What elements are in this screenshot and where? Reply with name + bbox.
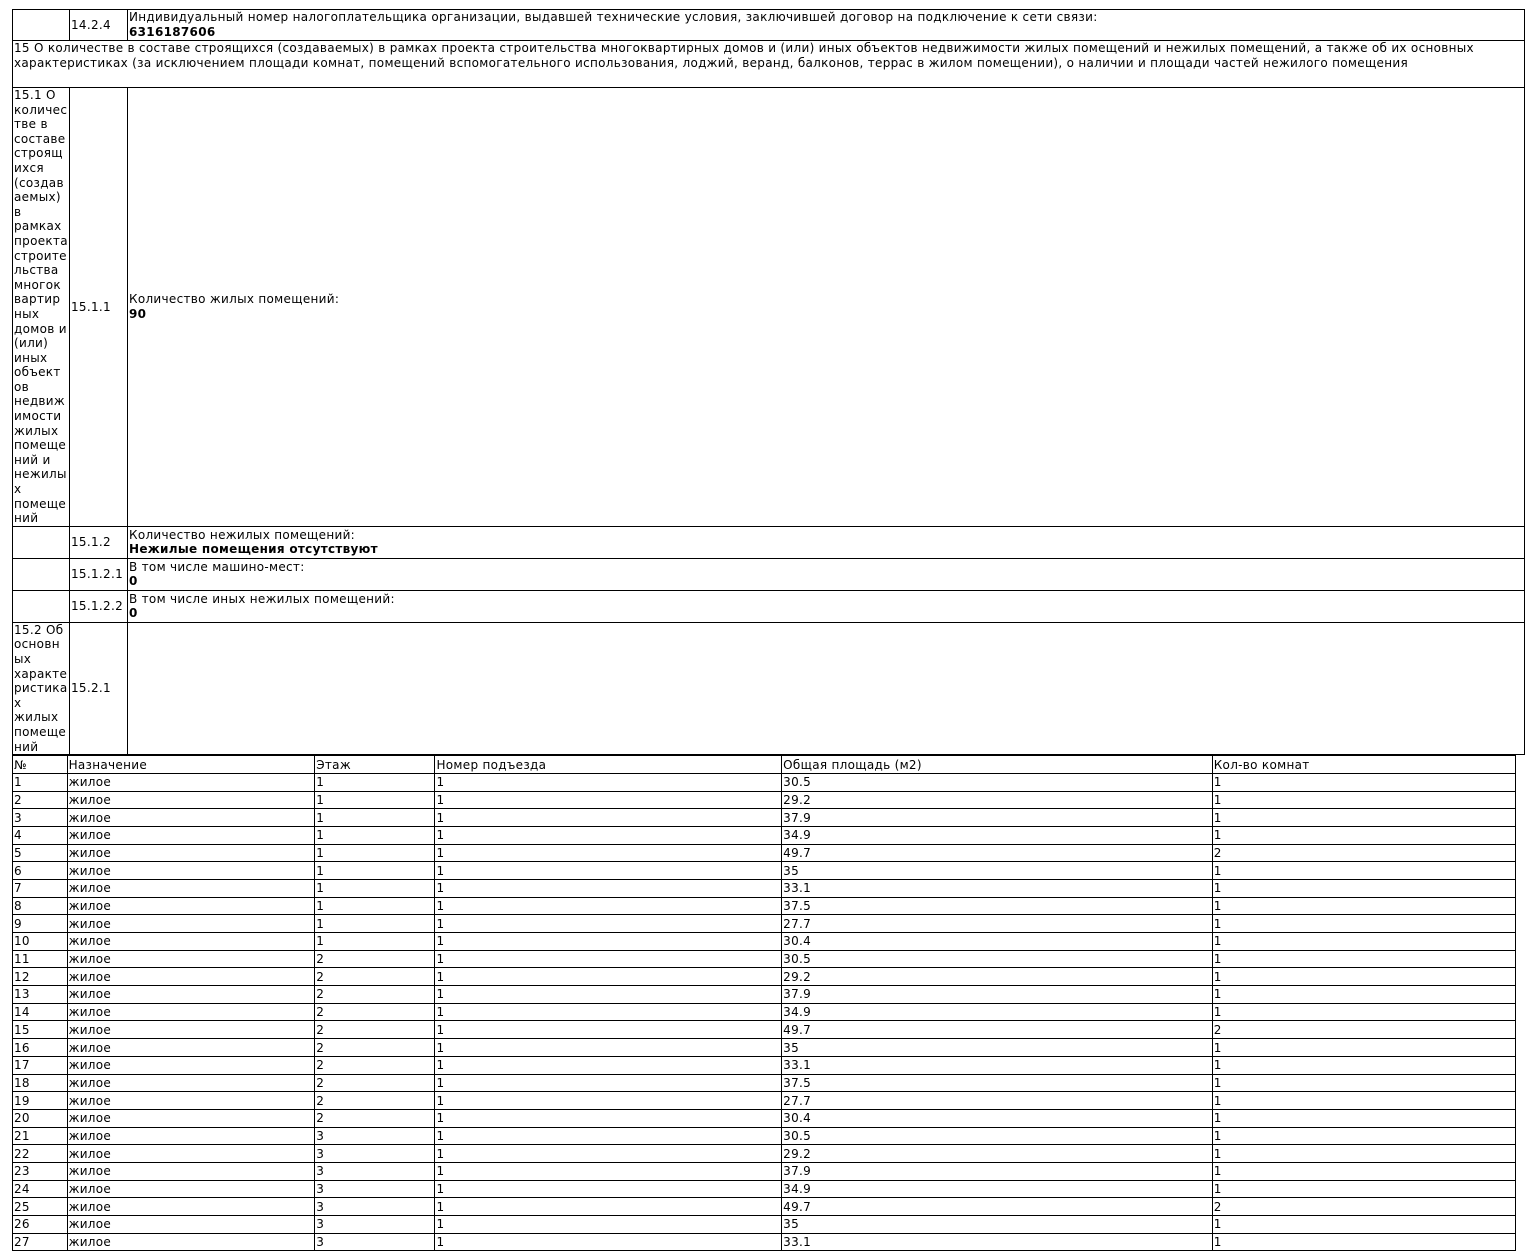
table-row <box>13 933 1516 951</box>
room-entrance: 1 <box>435 1127 782 1145</box>
room-number: 18 <box>13 1074 68 1092</box>
table-row <box>13 968 1516 986</box>
room-entrance: 1 <box>435 950 782 968</box>
room-purpose: жилое <box>67 1039 315 1057</box>
rooms-body <box>13 773 1516 1251</box>
room-entrance: 1 <box>435 968 782 986</box>
room-floor: 2 <box>315 1074 435 1092</box>
room-floor: 1 <box>315 809 435 827</box>
row-label: В том числе иных нежилых помещений: <box>129 591 395 606</box>
room-count: 1 <box>1212 1233 1515 1251</box>
room-entrance: 1 <box>435 915 782 933</box>
room-number: 26 <box>13 1216 68 1234</box>
room-entrance: 1 <box>435 1039 782 1057</box>
room-entrance: 1 <box>435 1145 782 1163</box>
row-content <box>128 88 1525 527</box>
room-purpose: жилое <box>67 1092 315 1110</box>
row-label: Индивидуальный номер налогоплательщика организации, выдавшей технические условия, заключившей договор на подключение к сети связи: <box>129 10 1098 25</box>
room-count: 1 <box>1212 950 1515 968</box>
room-area: 33.1 <box>782 1233 1213 1251</box>
row-value: 0 <box>129 606 138 621</box>
room-entrance: 1 <box>435 862 782 880</box>
room-count: 1 <box>1212 986 1515 1004</box>
room-floor: 3 <box>315 1127 435 1145</box>
room-number: 6 <box>13 862 68 880</box>
room-floor: 1 <box>315 879 435 897</box>
room-purpose: жилое <box>67 844 315 862</box>
room-floor: 2 <box>315 968 435 986</box>
room-number: 20 <box>13 1109 68 1127</box>
room-purpose: жилое <box>67 1003 315 1021</box>
room-number: 5 <box>13 844 68 862</box>
room-entrance: 1 <box>435 1180 782 1198</box>
room-floor: 2 <box>315 986 435 1004</box>
room-entrance: 1 <box>435 809 782 827</box>
room-count: 1 <box>1212 879 1515 897</box>
room-floor: 1 <box>315 791 435 809</box>
table-row <box>13 1003 1516 1021</box>
rooms-header-row <box>13 756 1516 774</box>
room-area: 37.5 <box>782 897 1213 915</box>
section-15-header <box>13 41 1525 88</box>
room-area: 37.9 <box>782 809 1213 827</box>
room-purpose: жилое <box>67 1233 315 1251</box>
room-area: 49.7 <box>782 844 1213 862</box>
section-15-2-title: 15.2 Об основных характеристиках жилых помещений <box>14 622 68 754</box>
section-15-title: 15 О количестве в составе строящихся (создаваемых) в рамках проекта строительства многоквартирных домов и (или) иных объектов недвижимости жилых помещений и нежилых помещений, а также об их основных характеристиках (за исключением площади комнат, помещений вспомогательного использования, лоджий, веранд, балконов, террас в жилом помещении), о наличии и площади частей нежилого помещения <box>13 41 1525 88</box>
room-area: 34.9 <box>782 1180 1213 1198</box>
table-row <box>13 1092 1516 1110</box>
table-row <box>13 897 1516 915</box>
room-floor: 2 <box>315 1092 435 1110</box>
room-count: 1 <box>1212 826 1515 844</box>
room-number: 1 <box>13 773 68 791</box>
room-count: 1 <box>1212 1216 1515 1234</box>
table-row <box>13 1162 1516 1180</box>
row-label: Количество нежилых помещений: <box>129 527 356 542</box>
col-header-purpose: Назначение <box>67 756 315 774</box>
room-area: 34.9 <box>782 1003 1213 1021</box>
room-number: 23 <box>13 1162 68 1180</box>
row-15-1-1 <box>13 88 1525 527</box>
table-row <box>13 773 1516 791</box>
empty-cell <box>13 590 70 622</box>
room-count: 1 <box>1212 1039 1515 1057</box>
room-floor: 3 <box>315 1180 435 1198</box>
room-count: 1 <box>1212 897 1515 915</box>
room-entrance: 1 <box>435 986 782 1004</box>
room-floor: 2 <box>315 1003 435 1021</box>
room-purpose: жилое <box>67 950 315 968</box>
room-floor: 1 <box>315 862 435 880</box>
room-floor: 2 <box>315 950 435 968</box>
room-purpose: жилое <box>67 1180 315 1198</box>
document-page <box>12 9 1526 1251</box>
row-15-1-2-2 <box>13 590 1525 622</box>
room-number: 21 <box>13 1127 68 1145</box>
row-15-1-2 <box>13 526 1525 558</box>
table-row <box>13 1074 1516 1092</box>
room-count: 1 <box>1212 1180 1515 1198</box>
room-entrance: 1 <box>435 1216 782 1234</box>
room-area: 30.5 <box>782 1127 1213 1145</box>
room-count: 1 <box>1212 773 1515 791</box>
room-area: 49.7 <box>782 1198 1213 1216</box>
room-count: 2 <box>1212 1021 1515 1039</box>
room-purpose: жилое <box>67 1074 315 1092</box>
room-floor: 3 <box>315 1198 435 1216</box>
room-purpose: жилое <box>67 809 315 827</box>
room-count: 1 <box>1212 933 1515 951</box>
room-purpose: жилое <box>67 1021 315 1039</box>
room-entrance: 1 <box>435 1056 782 1074</box>
room-area: 29.2 <box>782 968 1213 986</box>
room-area: 33.1 <box>782 879 1213 897</box>
row-number: 15.1.2.1 <box>70 558 128 590</box>
room-floor: 2 <box>315 1021 435 1039</box>
room-count: 1 <box>1212 1056 1515 1074</box>
empty-cell <box>13 558 70 590</box>
table-row <box>13 1180 1516 1198</box>
room-entrance: 1 <box>435 879 782 897</box>
room-number: 19 <box>13 1092 68 1110</box>
room-purpose: жилое <box>67 968 315 986</box>
room-purpose: жилое <box>67 986 315 1004</box>
room-floor: 2 <box>315 1039 435 1057</box>
row-label: В том числе машино-мест: <box>129 559 305 574</box>
room-count: 1 <box>1212 1145 1515 1163</box>
room-area: 37.5 <box>782 1074 1213 1092</box>
room-count: 1 <box>1212 1109 1515 1127</box>
room-count: 1 <box>1212 862 1515 880</box>
table-row <box>13 915 1516 933</box>
col-header-number: № <box>13 756 68 774</box>
table-row <box>13 1056 1516 1074</box>
room-count: 1 <box>1212 968 1515 986</box>
table-row <box>13 826 1516 844</box>
table-row <box>13 1233 1516 1251</box>
room-entrance: 1 <box>435 1162 782 1180</box>
room-floor: 3 <box>315 1233 435 1251</box>
room-floor: 2 <box>315 1056 435 1074</box>
room-purpose: жилое <box>67 1162 315 1180</box>
room-area: 27.7 <box>782 1092 1213 1110</box>
room-entrance: 1 <box>435 933 782 951</box>
row-number: 15.1.2 <box>70 526 128 558</box>
table-row <box>13 791 1516 809</box>
room-number: 10 <box>13 933 68 951</box>
room-area: 37.9 <box>782 1162 1213 1180</box>
table-row <box>13 1198 1516 1216</box>
table-row <box>13 1021 1516 1039</box>
room-purpose: жилое <box>67 1127 315 1145</box>
row-15-2-1 <box>13 622 1525 754</box>
room-number: 7 <box>13 879 68 897</box>
table-row <box>13 862 1516 880</box>
row-value: Нежилые помещения отсутствуют <box>129 542 378 557</box>
room-area: 29.2 <box>782 791 1213 809</box>
table-row <box>13 986 1516 1004</box>
room-count: 1 <box>1212 1162 1515 1180</box>
room-number: 12 <box>13 968 68 986</box>
col-header-floor: Этаж <box>315 756 435 774</box>
room-entrance: 1 <box>435 1092 782 1110</box>
room-number: 13 <box>13 986 68 1004</box>
room-number: 3 <box>13 809 68 827</box>
room-entrance: 1 <box>435 897 782 915</box>
table-row <box>13 1145 1516 1163</box>
room-area: 34.9 <box>782 826 1213 844</box>
room-area: 35 <box>782 1216 1213 1234</box>
room-purpose: жилое <box>67 773 315 791</box>
room-area: 30.5 <box>782 773 1213 791</box>
table-row <box>13 1216 1516 1234</box>
room-floor: 3 <box>315 1162 435 1180</box>
room-purpose: жилое <box>67 791 315 809</box>
room-count: 1 <box>1212 809 1515 827</box>
room-purpose: жилое <box>67 897 315 915</box>
room-count: 1 <box>1212 1092 1515 1110</box>
room-purpose: жилое <box>67 1198 315 1216</box>
room-entrance: 1 <box>435 1021 782 1039</box>
room-entrance: 1 <box>435 791 782 809</box>
room-area: 30.4 <box>782 933 1213 951</box>
room-count: 1 <box>1212 1003 1515 1021</box>
room-number: 14 <box>13 1003 68 1021</box>
table-row <box>13 879 1516 897</box>
row-content <box>128 10 1525 41</box>
table-row <box>13 809 1516 827</box>
room-number: 4 <box>13 826 68 844</box>
row-content <box>128 558 1525 590</box>
room-entrance: 1 <box>435 1198 782 1216</box>
room-number: 2 <box>13 791 68 809</box>
table-row <box>13 844 1516 862</box>
room-entrance: 1 <box>435 844 782 862</box>
room-area: 30.4 <box>782 1109 1213 1127</box>
room-floor: 1 <box>315 897 435 915</box>
room-count: 1 <box>1212 1127 1515 1145</box>
room-entrance: 1 <box>435 773 782 791</box>
room-floor: 1 <box>315 826 435 844</box>
room-entrance: 1 <box>435 1003 782 1021</box>
row-label: Количество жилых помещений: <box>129 292 340 307</box>
room-area: 35 <box>782 862 1213 880</box>
room-area: 30.5 <box>782 950 1213 968</box>
room-count: 1 <box>1212 791 1515 809</box>
room-area: 27.7 <box>782 915 1213 933</box>
room-number: 24 <box>13 1180 68 1198</box>
room-area: 35 <box>782 1039 1213 1057</box>
room-purpose: жилое <box>67 1145 315 1163</box>
room-floor: 1 <box>315 915 435 933</box>
room-purpose: жилое <box>67 915 315 933</box>
room-area: 29.2 <box>782 1145 1213 1163</box>
room-number: 16 <box>13 1039 68 1057</box>
room-floor: 1 <box>315 773 435 791</box>
row-value: 90 <box>129 306 147 321</box>
row-content <box>128 526 1525 558</box>
col-header-entrance: Номер подъезда <box>435 756 782 774</box>
room-floor: 3 <box>315 1216 435 1234</box>
room-area: 33.1 <box>782 1056 1213 1074</box>
room-number: 25 <box>13 1198 68 1216</box>
table-row <box>13 1039 1516 1057</box>
room-entrance: 1 <box>435 1074 782 1092</box>
room-number: 11 <box>13 950 68 968</box>
row-number: 14.2.4 <box>70 10 128 41</box>
room-purpose: жилое <box>67 1216 315 1234</box>
row-15-1-2-1 <box>13 558 1525 590</box>
room-purpose: жилое <box>67 933 315 951</box>
room-purpose: жилое <box>67 1056 315 1074</box>
room-count: 2 <box>1212 844 1515 862</box>
room-floor: 2 <box>315 1109 435 1127</box>
row-number: 15.2.1 <box>70 622 128 754</box>
room-entrance: 1 <box>435 1109 782 1127</box>
room-floor: 1 <box>315 933 435 951</box>
room-number: 22 <box>13 1145 68 1163</box>
room-entrance: 1 <box>435 1233 782 1251</box>
room-purpose: жилое <box>67 826 315 844</box>
room-count: 1 <box>1212 915 1515 933</box>
declaration-table <box>12 9 1525 755</box>
rooms-table <box>12 755 1516 1251</box>
room-area: 37.9 <box>782 986 1213 1004</box>
section-15-1-title: 15.1 О количестве в составе строящихся (создаваемых) в рамках проекта строительства многоквартирных домов и (или) иных объектов недвижимости жилых помещений и нежилых помещений <box>14 88 68 526</box>
table-row <box>13 1127 1516 1145</box>
room-number: 8 <box>13 897 68 915</box>
room-count: 2 <box>1212 1198 1515 1216</box>
room-entrance: 1 <box>435 826 782 844</box>
col-header-area: Общая площадь (м2) <box>782 756 1213 774</box>
room-number: 9 <box>13 915 68 933</box>
empty-cell <box>13 526 70 558</box>
row-content <box>128 590 1525 622</box>
col-header-rooms: Кол-во комнат <box>1212 756 1515 774</box>
room-number: 17 <box>13 1056 68 1074</box>
room-count: 1 <box>1212 1074 1515 1092</box>
row-content <box>128 622 1525 754</box>
room-floor: 1 <box>315 844 435 862</box>
row-value: 0 <box>129 574 138 589</box>
room-purpose: жилое <box>67 1109 315 1127</box>
table-row <box>13 950 1516 968</box>
room-floor: 3 <box>315 1145 435 1163</box>
row-14-2-4 <box>13 10 1525 41</box>
empty-cell <box>13 10 70 41</box>
row-number: 15.1.2.2 <box>70 590 128 622</box>
room-number: 15 <box>13 1021 68 1039</box>
table-row <box>13 1109 1516 1127</box>
room-purpose: жилое <box>67 862 315 880</box>
room-area: 49.7 <box>782 1021 1213 1039</box>
room-purpose: жилое <box>67 879 315 897</box>
row-value: 6316187606 <box>129 25 216 39</box>
room-number: 27 <box>13 1233 68 1251</box>
row-number: 15.1.1 <box>70 88 128 527</box>
